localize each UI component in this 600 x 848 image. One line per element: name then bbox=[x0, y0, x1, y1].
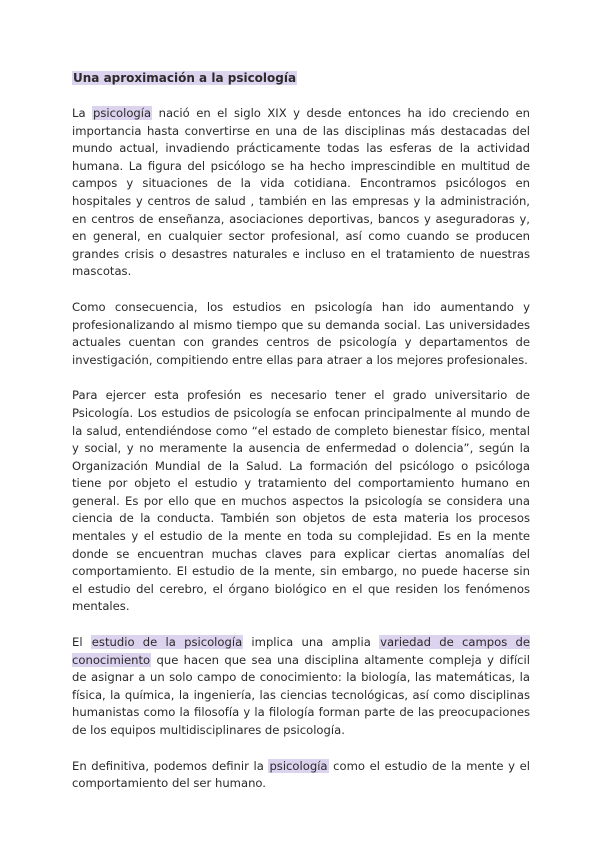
text-segment: El bbox=[72, 635, 91, 650]
paragraph bbox=[72, 758, 530, 793]
highlighted-text: psicología bbox=[269, 758, 328, 773]
paragraph bbox=[72, 634, 530, 740]
document-title: Una aproximación a la psicología bbox=[73, 71, 297, 85]
highlighted-text: psicología bbox=[93, 106, 152, 120]
text-segment: En definitiva, podemos definir la bbox=[72, 758, 269, 773]
text-segment: Para ejercer esta profesión es necesario tener el grado universitario de Psicología. Los estudios de psicología se enfocan principalmente al mundo de la salud, entendiéndose como “el estado de completo bienestar físico, mental y social, y no meramente la ausencia de enfermedad o dolencia”, según la Organización Mundial de la Salud. La formación del psicólogo o psicóloga tiene por objeto el estudio y tratamiento del comportamiento humano en general. Es por ello que en muchos aspectos la psicología se considera una ciencia de la conducta. También son objetos de esta materia los procesos mentales y el estudio de la mente en toda su complejidad. Es en la mente donde se encuentran muchas claves para explicar ciertas anomalías del comportamiento. El estudio de la mente, sin embargo, no puede hacerse sin el estudio del cerebro, el órgano biológico en el que residen los fenómenos mentales. bbox=[72, 388, 530, 614]
text-segment: que hacen que sea una disciplina altamente compleja y difícil de asignar a un solo campo de conocimiento: la biología, las matemáticas, la física, la química, la ingeniería, las ciencias tecnológicas, así como disciplinas humanistas como la filosofía y la filología forman parte de las preocupaciones de los equipos multidisciplinares de psicología. bbox=[72, 652, 530, 737]
highlighted-text: variedad de campos de conocimiento bbox=[72, 635, 530, 667]
paragraph bbox=[72, 299, 530, 369]
paragraph bbox=[72, 387, 530, 616]
document-page bbox=[72, 70, 530, 811]
text-segment: Como consecuencia, los estudios en psicología han ido aumentando y profesionalizando al mismo tiempo que su demanda social. Las universidades actuales cuentan con grandes centros de psicología y departamentos de investigación, compitiendo entre ellas para atraer a los mejores profesionales. bbox=[72, 299, 530, 367]
text-segment: como el estudio de la mente y el comportamiento del ser humano. bbox=[72, 758, 530, 791]
paragraph bbox=[72, 105, 530, 281]
document-body bbox=[72, 105, 530, 793]
text-segment: implica una amplia bbox=[243, 635, 380, 650]
text-segment: La bbox=[72, 106, 93, 120]
text-segment: nació en el siglo XIX y desde entonces ha ido creciendo en importancia hasta convertirse en una de las disciplinas más destacadas del mundo actual, invadiendo prácticamente todas las esferas de la actividad humana. La figura del psicólogo se ha hecho imprescindible en multitud de campos y situaciones de la vida cotidiana. Encontramos psicólogos en hospitales y centros de salud , también en las empresas y la administración, en centros de enseñanza, asociaciones deportivas, bancos y aseguradoras y, en general, en cualquier sector profesional, así como cuando se producen grandes crisis o desastres naturales e incluso en el tratamiento de nuestras mascotas. bbox=[72, 106, 530, 279]
highlighted-text: estudio de la psicología bbox=[91, 635, 243, 650]
